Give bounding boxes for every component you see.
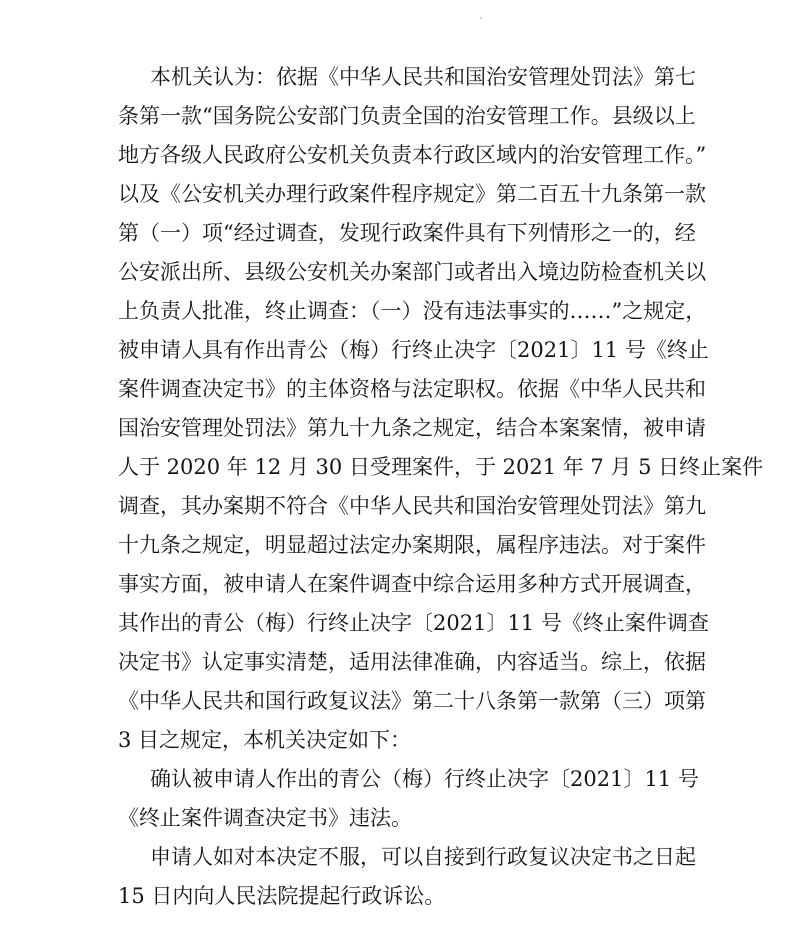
paragraph-1-line-7: 上负责人批准，终止调查：（一）没有违法事实的……”之规定， [118, 299, 707, 323]
paragraph-1-line-5: 第（一）项“经过调查，发现行政案件具有下列情形之一的，经 [118, 221, 696, 245]
paragraph-1-line-9: 案件调查决定书》的主体资格与法定职权。依据《中华人民共和 [118, 377, 706, 401]
paragraph-1-line-2: 条第一款“国务院公安部门负责全国的治安管理工作。县级以上 [118, 104, 696, 128]
paragraph-1-line-15: 其作出的青公（梅）行终止决字〔2021〕11 号《终止案件调查 [118, 611, 709, 635]
paragraph-1-line-13: 十九条之规定，明显超过法定办案期限，属程序违法。对于案件 [118, 533, 706, 557]
paragraph-1-line-11: 人于 2020 年 12 月 30 日受理案件，于 2021 年 7 月 5 日终止案件 [118, 455, 764, 479]
paragraph-2-line-1: 确认被申请人作出的青公（梅）行终止决字〔2021〕11 号 [150, 767, 699, 791]
paragraph-1-line-14: 事实方面，被申请人在案件调查中综合运用多种方式开展调查， [118, 572, 706, 596]
paragraph-3-line-1: 申请人如对本决定不服，可以自接到行政复议决定书之日起 [150, 845, 696, 869]
paragraph-2-line-2: 《终止案件调查决定书》违法。 [118, 806, 412, 830]
paragraph-1-line-12: 调查，其办案期不符合《中华人民共和国治安管理处罚法》第九 [118, 494, 706, 518]
paragraph-1-line-8: 被申请人具有作出青公（梅）行终止决字〔2021〕11 号《终止 [118, 338, 709, 362]
scan-speck [480, 17, 482, 19]
paragraph-1-line-17: 《中华人民共和国行政复议法》第二十八条第一款第（三）项第 [118, 689, 706, 713]
paragraph-1-line-6: 公安派出所、县级公安机关办案部门或者出入境边防检查机关以 [118, 260, 706, 284]
paragraph-1-line-1: 本机关认为：依据《中华人民共和国治安管理处罚法》第七 [150, 65, 696, 89]
paragraph-1-line-16: 决定书》认定事实清楚，适用法律准确，内容适当。综上，依据 [118, 650, 706, 674]
paragraph-3-line-2: 15 日内向人民法院提起行政诉讼。 [118, 884, 446, 908]
paragraph-1-line-3: 地方各级人民政府公安机关负责本行政区域内的治安管理工作。” [118, 143, 707, 167]
paragraph-1-line-10: 国治安管理处罚法》第九十九条之规定，结合本案案情，被申请 [118, 416, 706, 440]
paragraph-1-line-18: 3 目之规定，本机关决定如下： [118, 728, 412, 752]
paragraph-1-line-4: 以及《公安机关办理行政案件程序规定》第二百五十九条第一款 [118, 182, 706, 206]
